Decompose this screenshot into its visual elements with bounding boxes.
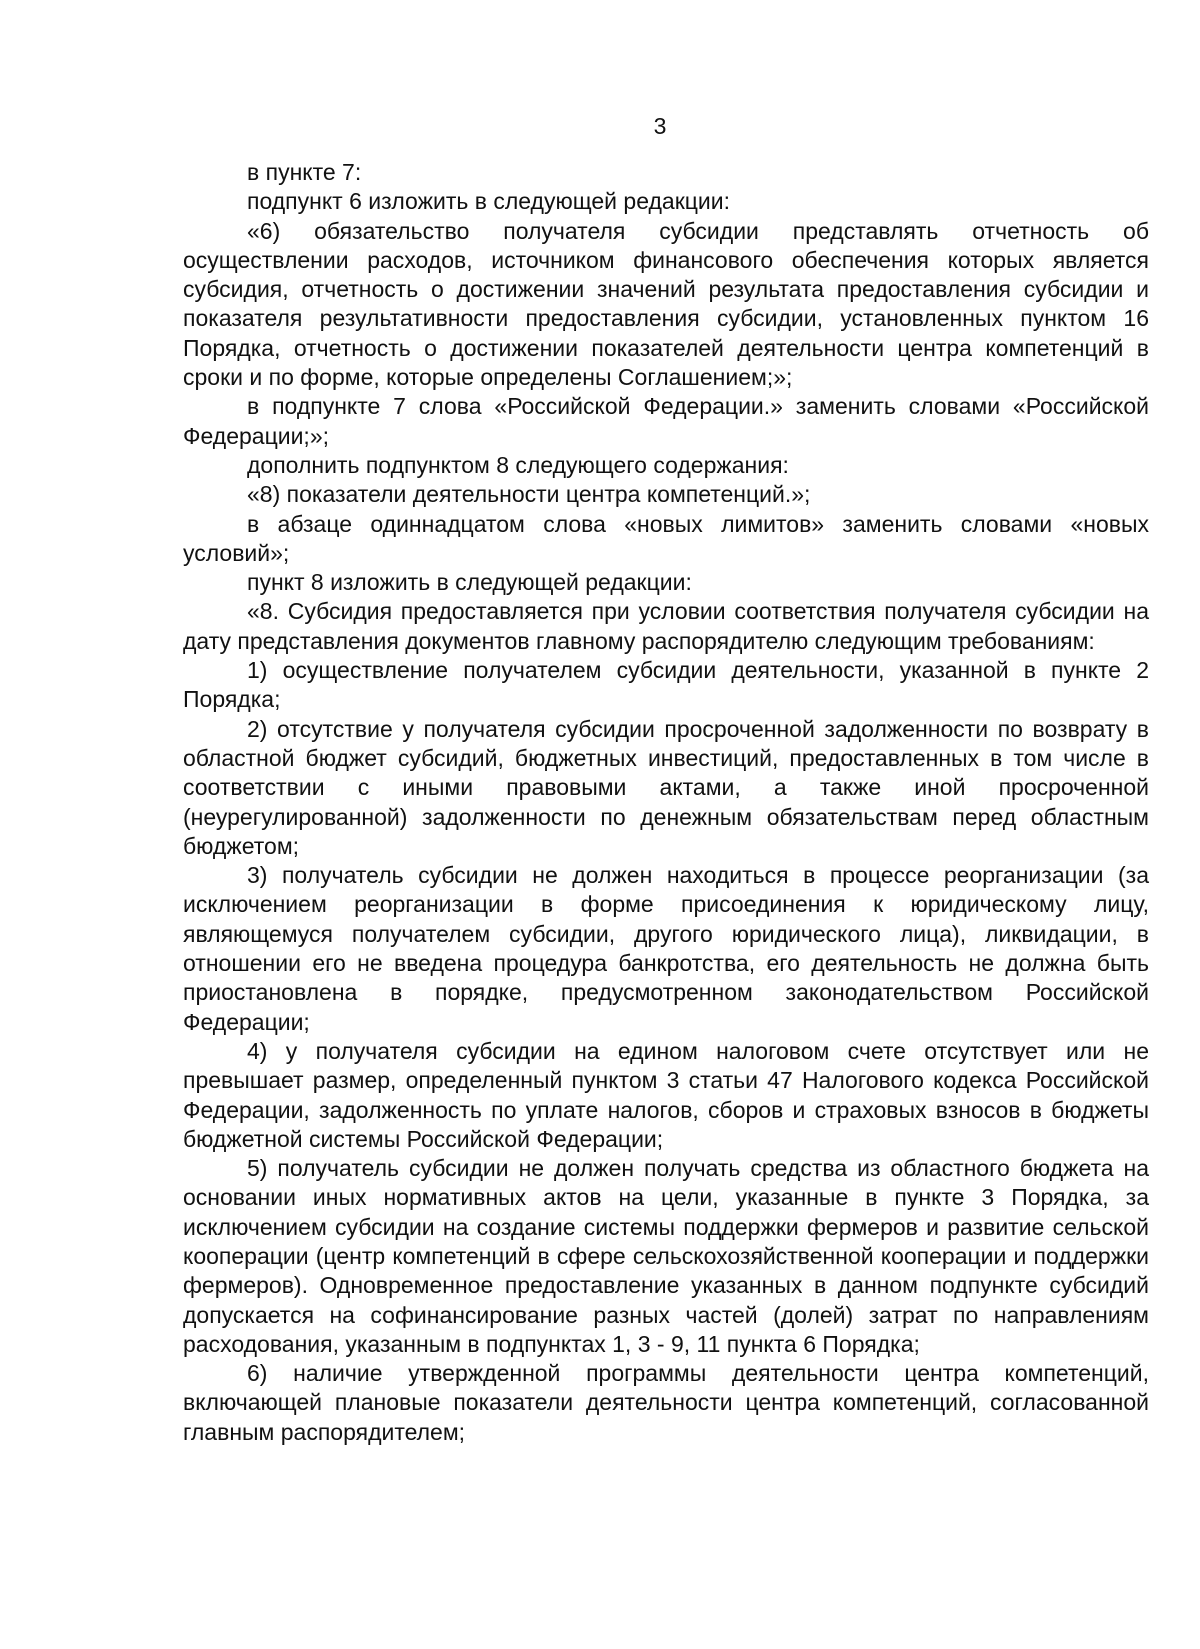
paragraph-14: 5) получатель субсидии не должен получать средства из областного бюджета на основании иных нормативных актов на цели, указанные в пункте 3 Порядка, за исключением субсидии на создание системы поддержки фермеров и развитие сельской кооперации (центр компетенций в сфере сельскохозяйственной кооперации и поддержки фермеров). Одновременное предоставление указанных в данном подпункте субсидий допускается на софинансирование разных частей (долей) затрат по направлениям расходования, указанным в подпунктах 1, 3 - 9, 11 пункта 6 Порядка; — [183, 1155, 1149, 1357]
paragraph-5: дополнить подпунктом 8 следующего содержания: — [247, 451, 789, 478]
document-body — [183, 158, 1149, 1447]
paragraph-11: 2) отсутствие у получателя субсидии просроченной задолженности по возврату в областной бюджет субсидий, бюджетных инвестиций, предоставленных в том числе в соответствии с иными правовыми актами, а также иной просроченной (неурегулированной) задолженности по денежным обязательствам перед областным бюджетом; — [183, 715, 1149, 859]
paragraph-4: в подпункте 7 слова «Российской Федерации.» заменить словами «Российской Федерации;»; — [183, 393, 1149, 449]
paragraph-3: «6) обязательство получателя субсидии представлять отчетность об осуществлении расходов, источником финансового обеспечения которых является субсидия, отчетность о достижении значений результата предоставления субсидии и показателя результативности предоставления субсидии, установленных пунктом 16 Порядка, отчетность о достижении показателей деятельности центра компетенций в сроки и по форме, которые определены Соглашением;»; — [183, 217, 1149, 391]
paragraph-6: «8) показатели деятельности центра компетенций.»; — [247, 481, 811, 508]
paragraph-7: в абзаце одиннадцатом слова «новых лимитов» заменить словами «новых условий»; — [183, 510, 1149, 566]
paragraph-9: «8. Субсидия предоставляется при условии соответствия получателя субсидии на дату представления документов главному распорядителю следующим требованиям: — [183, 598, 1149, 654]
page-number: 3 — [653, 113, 667, 139]
paragraph-2: подпункт 6 изложить в следующей редакции: — [247, 188, 731, 215]
paragraph-12: 3) получатель субсидии не должен находиться в процессе реорганизации (за исключением реорганизации в форме присоединения к юридическому лицу, являющемуся получателем субсидии, другого юридического лица), ликвидации, в отношении его не введена процедура банкротства, его деятельность не должна быть приостановлена в порядке, предусмотренном законодательством Российской Федерации; — [183, 862, 1149, 1035]
paragraph-15: 6) наличие утвержденной программы деятельности центра компетенций, включающей плановые показатели деятельности центра компетенций, согласованной главным распорядителем; — [183, 1360, 1149, 1445]
paragraph-13: 4) у получателя субсидии на едином налоговом счете отсутствует или не превышает размер, определенный пунктом 3 статьи 47 Налогового кодекса Российской Федерации, задолженность по уплате налогов, сборов и страховых взносов в бюджеты бюджетной системы Российской Федерации; — [183, 1037, 1149, 1152]
paragraph-10: 1) осуществление получателем субсидии деятельности, указанной в пункте 2 Порядка; — [183, 657, 1149, 713]
paragraph-8: пункт 8 изложить в следующей редакции: — [247, 569, 692, 596]
paragraph-1: в пункте 7: — [247, 159, 362, 185]
